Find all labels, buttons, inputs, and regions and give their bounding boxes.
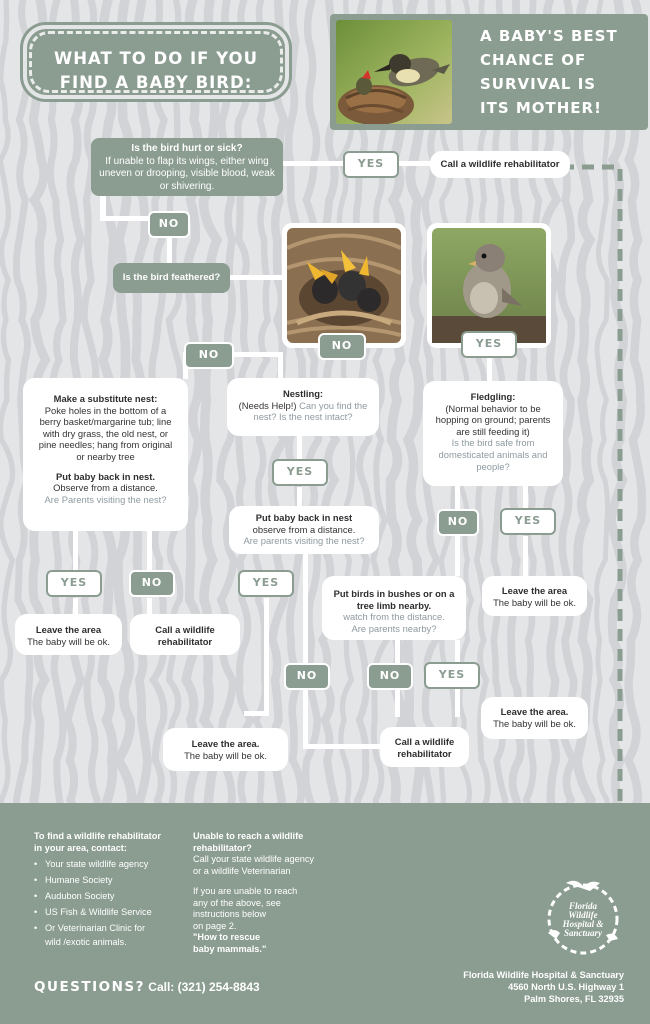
bird-mother-photo-icon	[336, 20, 452, 124]
address-line1: Florida Wildlife Hospital & Sanctuary	[463, 970, 624, 980]
call-rehab-bottom-line2: rehabilitator	[397, 747, 452, 759]
svg-text:Wildlife: Wildlife	[568, 910, 598, 920]
parents-visiting-question: Are Parents visiting the nest?	[44, 493, 167, 505]
yes-nest-found-pill: YES	[272, 459, 328, 486]
address-block	[463, 969, 624, 1005]
unable-heading1: Unable to reach a wildlife	[193, 831, 304, 841]
hurt-question-body: If unable to flap its wings, either wing uneven or drooping, visible blood, weak or shivering.	[99, 155, 275, 192]
no-substitute-pill: NO	[129, 570, 175, 597]
unable-body2: or a wildlife Veterinarian	[193, 865, 291, 876]
unable-bold1: "How to rescue	[193, 932, 261, 942]
yes-bushes-pill: YES	[424, 662, 480, 689]
call-rehab-left-line1: Call a wildlife	[155, 624, 215, 635]
yes-substitute-pill: YES	[46, 570, 102, 597]
fledgling-heading: Fledgling:	[470, 391, 516, 402]
substitute-nest-box	[23, 378, 188, 531]
address-line3: Palm Shores, FL 32935	[524, 994, 624, 1004]
leave-area-left-box	[15, 614, 122, 655]
unable-body3: If you are unable to reach	[193, 886, 298, 896]
wildlife-hospital-logo-icon	[540, 873, 626, 959]
page-title: WHAT TO DO IF YOU FIND A BABY BIRD:	[54, 49, 258, 92]
leave-area-right1-box	[482, 576, 587, 616]
background-stripe	[0, 0, 12, 803]
call-rehab-top-box: Call a wildlife rehabilitator	[430, 151, 570, 178]
observe-text: Observe from a distance.	[53, 482, 158, 494]
no-put-back-pill: NO	[284, 663, 330, 690]
put-back-nest-question: Are parents visiting the nest?	[243, 535, 365, 547]
fledgling-body: (Normal behavior to be hopping on ground; parents are still feeding it)	[435, 402, 551, 437]
yes-hurt-pill: YES	[343, 151, 399, 178]
unable-body5: instructions below	[193, 909, 267, 919]
nestling-heading: Nestling:	[282, 388, 324, 399]
nestling-photo-frame	[282, 223, 406, 348]
leave-area-left-heading: Leave the area	[35, 624, 102, 635]
call-rehab-left-line2: rehabilitator	[157, 635, 213, 647]
contacts-list-item: • Audubon Society	[34, 890, 115, 901]
contacts-heading2: in your area, contact:	[34, 842, 127, 853]
fledgling-photo-icon	[432, 228, 546, 343]
nestling-question: Can you find the nest? Is the nest intact?	[253, 399, 368, 423]
fledgling-question: Is the bird safe from domesticated animals and people?	[438, 437, 548, 472]
contacts-list	[34, 859, 194, 949]
svg-text:Sanctuary: Sanctuary	[563, 928, 603, 938]
unable-body1: Call your state wildlife agency	[193, 854, 315, 864]
unable-heading2: rehabilitator?	[193, 842, 252, 853]
no-feathered-pill: NO	[184, 342, 234, 369]
no-fledgling-safe-pill: NO	[437, 509, 479, 536]
put-back-nest-box	[229, 506, 379, 554]
questions-label: QUESTIONS?	[34, 979, 145, 995]
questions-phone[interactable]: Call: (321) 254-8843	[148, 980, 260, 994]
leave-area-right1-heading: Leave the area	[501, 585, 568, 596]
nestling-sub: (Needs Help!)	[238, 399, 297, 411]
background-stripe	[204, 0, 217, 803]
mother-banner-text: A BABY'S BEST CHANCE OF SURVIVAL IS ITS MOTHER!	[480, 27, 618, 117]
contacts-list-item: • Or Veterinarian Clinic for	[34, 922, 146, 933]
put-back-nest-body: observe from a distance.	[252, 523, 356, 535]
leave-area-bottom-heading: Leave the area.	[191, 738, 260, 749]
leave-area-right2-box	[481, 697, 588, 739]
put-bushes-body: watch from the distance.	[343, 611, 445, 623]
contacts-list-cont: wild /exotic animals.	[45, 937, 127, 947]
leave-area-bottom-box	[163, 728, 288, 771]
leave-area-left-body: The baby will be ok.	[27, 635, 110, 647]
feathered-question-box: Is the bird feathered?	[113, 263, 230, 293]
footer-unable	[193, 831, 343, 955]
leave-area-right1-body: The baby will be ok.	[493, 596, 576, 608]
contacts-list-item: • Humane Society	[34, 874, 113, 885]
contacts-list-item: • US Fish & Wildlife Service	[34, 906, 152, 917]
no-hurt-pill: NO	[148, 211, 190, 238]
unable-body6: on page 2.	[193, 920, 237, 931]
no-bushes-pill: NO	[367, 663, 413, 690]
svg-text:Hospital &: Hospital &	[562, 919, 604, 929]
no-nestling-pill: NO	[318, 333, 366, 360]
yes-put-back-pill: YES	[238, 570, 294, 597]
footer-contacts	[34, 831, 194, 949]
substitute-nest-heading: Make a substitute nest:	[53, 393, 158, 404]
footer	[0, 803, 650, 1024]
questions-line	[34, 979, 260, 995]
call-rehab-left-box	[130, 614, 240, 655]
put-bushes-heading: Put birds in bushes or on a tree limb nearby.	[333, 588, 455, 611]
nestling-photo-icon	[287, 228, 401, 343]
mother-banner	[330, 14, 648, 130]
put-back-nest-heading: Put baby back in nest	[255, 512, 353, 523]
hurt-question-box	[91, 138, 283, 196]
substitute-nest-body: Poke holes in the bottom of a berry basket/margarine tub; line with dry grass, the old nest, or pine needles; hang from original or nearby tree	[38, 404, 173, 462]
nestling-box	[227, 378, 379, 436]
call-rehab-bottom-box	[380, 727, 469, 767]
yes-fledgling-safe-pill: YES	[500, 508, 556, 535]
put-bushes-box	[322, 576, 466, 640]
contacts-list-item: • Your state wildlife agency	[34, 858, 149, 869]
unable-bold2: baby mammals."	[193, 943, 267, 954]
leave-area-bottom-body: The baby will be ok.	[184, 749, 267, 761]
leave-area-right2-body: The baby will be ok.	[493, 717, 576, 729]
address-line2: 4560 North U.S. Highway 1	[508, 982, 624, 992]
put-back-heading: Put baby back in nest.	[56, 470, 155, 482]
call-rehab-bottom-line1: Call a wildlife	[394, 736, 455, 747]
put-bushes-question: Are parents nearby?	[351, 622, 437, 634]
hurt-question-heading: Is the bird hurt or sick?	[131, 143, 243, 154]
unable-body4: any of the above, see	[193, 897, 281, 908]
contacts-heading1: To find a wildlife rehabilitator	[34, 831, 161, 841]
fledgling-photo-frame	[427, 223, 551, 348]
background-stripe	[186, 0, 200, 803]
title-banner	[20, 22, 292, 102]
fledgling-box	[423, 381, 563, 486]
leave-area-right2-heading: Leave the area.	[500, 706, 569, 717]
svg-text:Florida: Florida	[568, 901, 598, 911]
yes-fledgling-pill: YES	[461, 331, 517, 358]
